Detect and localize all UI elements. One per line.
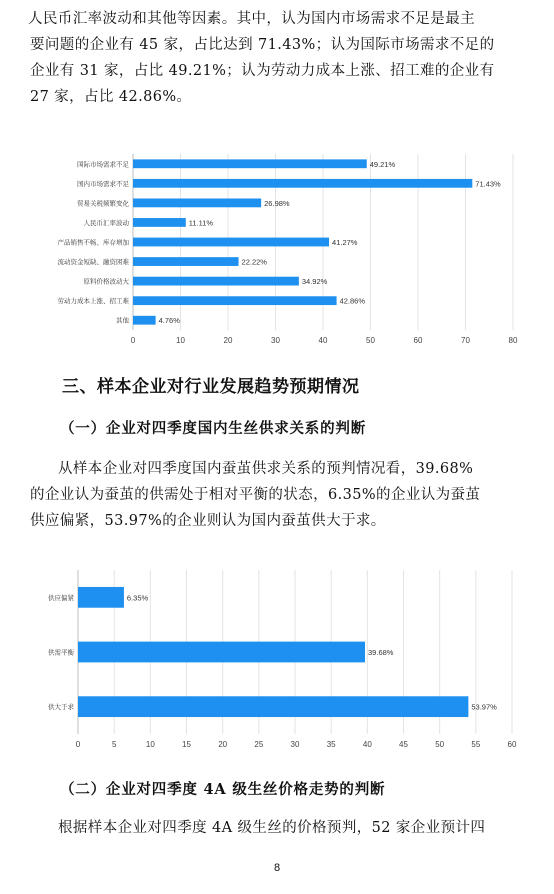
x-tick-label: 35 [326, 740, 336, 749]
x-tick-label: 20 [223, 336, 233, 345]
data-label: 26.98% [264, 198, 290, 208]
category-label: 国际市场需求不足 [77, 161, 129, 169]
page-number: 8 [273, 862, 281, 874]
price-trend-paragraph [30, 815, 530, 841]
bar [78, 696, 468, 717]
category-label: 原料价格波动大 [83, 278, 129, 286]
data-label: 53.97% [471, 702, 497, 712]
bar [133, 238, 329, 247]
x-tick-label: 5 [111, 740, 117, 749]
text-line: 的企业认为蚕茧的供需处于相对平衡的状态，6.35%的企业认为蚕茧 [30, 487, 481, 503]
x-tick-label: 0 [75, 740, 81, 749]
category-label: 供需平衡 [48, 649, 74, 657]
x-tick-label: 70 [461, 336, 470, 345]
data-label: 11.11% [188, 218, 214, 228]
bar [133, 316, 156, 325]
bar [133, 277, 299, 286]
x-tick-label: 40 [362, 740, 372, 749]
problems-bar-chart [50, 148, 530, 360]
text-line: 从样本企业对四季度国内蚕茧供求关系的预判情况看，39.68% [58, 461, 474, 477]
intro-paragraph [30, 6, 530, 110]
category-label: 国内市场需求不足 [77, 180, 129, 188]
category-label: 其他 [116, 317, 129, 325]
category-label: 供大于求 [48, 704, 74, 712]
supply-demand-bar-chart [40, 566, 530, 756]
data-label: 4.76% [158, 316, 180, 326]
x-tick-label: 40 [318, 336, 328, 345]
supply-demand-paragraph [30, 456, 530, 534]
x-tick-label: 20 [218, 740, 228, 749]
x-tick-label: 45 [399, 740, 408, 749]
data-label: 49.21% [369, 159, 396, 169]
data-label: 42.86% [339, 296, 366, 306]
category-label: 贸易关税频繁变化 [77, 200, 129, 208]
bar [78, 587, 124, 608]
x-tick-label: 55 [471, 740, 481, 749]
x-tick-label: 50 [435, 740, 445, 749]
x-tick-label: 15 [182, 740, 191, 749]
text-line: 要问题的企业有 45 家，占比达到 71.43%；认为国际市场需求不足的 [30, 37, 495, 53]
bar [133, 198, 261, 207]
bar [133, 179, 472, 188]
data-label: 39.68% [368, 648, 394, 657]
text-line: 企业有 31 家，占比 49.21%；认为劳动力成本上涨、招工难的企业有 [30, 63, 495, 79]
text-line: 根据样本企业对四季度 4A 级生丝的价格预判，52 家企业预计四 [58, 820, 486, 836]
bar [133, 296, 337, 305]
section-heading: 三、样本企业对行业发展趋势预期情况 [62, 377, 360, 397]
data-label: 71.43% [475, 179, 501, 189]
bar [78, 642, 365, 663]
x-tick-label: 30 [290, 740, 300, 749]
category-label: 人民币汇率波动 [83, 219, 129, 227]
bar [133, 257, 239, 266]
subheading-price-trend: （二）企业对四季度 4A 级生丝价格走势的判断 [60, 781, 386, 798]
x-tick-label: 10 [176, 336, 185, 345]
bar [133, 159, 367, 168]
x-tick-label: 60 [413, 336, 423, 345]
subheading-supply-demand: （一）企业对四季度国内生丝供求关系的判断 [60, 420, 366, 437]
x-tick-label: 0 [130, 336, 136, 345]
category-label: 流动资金短缺、融资困难 [57, 259, 129, 267]
category-label: 供应偏紧 [48, 594, 74, 602]
data-label: 34.92% [301, 277, 328, 287]
x-tick-label: 25 [254, 740, 264, 749]
text-line: 人民币汇率波动和其他等因素。其中，认为国内市场需求不足是最主 [28, 11, 475, 27]
data-label: 6.35% [126, 593, 149, 603]
x-tick-label: 30 [271, 336, 280, 345]
x-tick-label: 50 [366, 336, 375, 345]
data-label: 41.27% [332, 238, 358, 247]
text-line: 27 家，占比 42.86%。 [30, 89, 192, 105]
category-label: 劳动力成本上涨、招工难 [57, 298, 129, 306]
text-line: 供应偏紧，53.97%的企业则认为国内蚕茧供大于求。 [30, 513, 386, 529]
category-label: 产品销售不畅、库存增加 [57, 239, 129, 247]
bar [133, 218, 186, 227]
x-tick-label: 80 [508, 336, 518, 345]
x-tick-label: 60 [507, 740, 517, 749]
data-label: 22.22% [241, 257, 267, 267]
x-tick-label: 10 [145, 740, 155, 749]
